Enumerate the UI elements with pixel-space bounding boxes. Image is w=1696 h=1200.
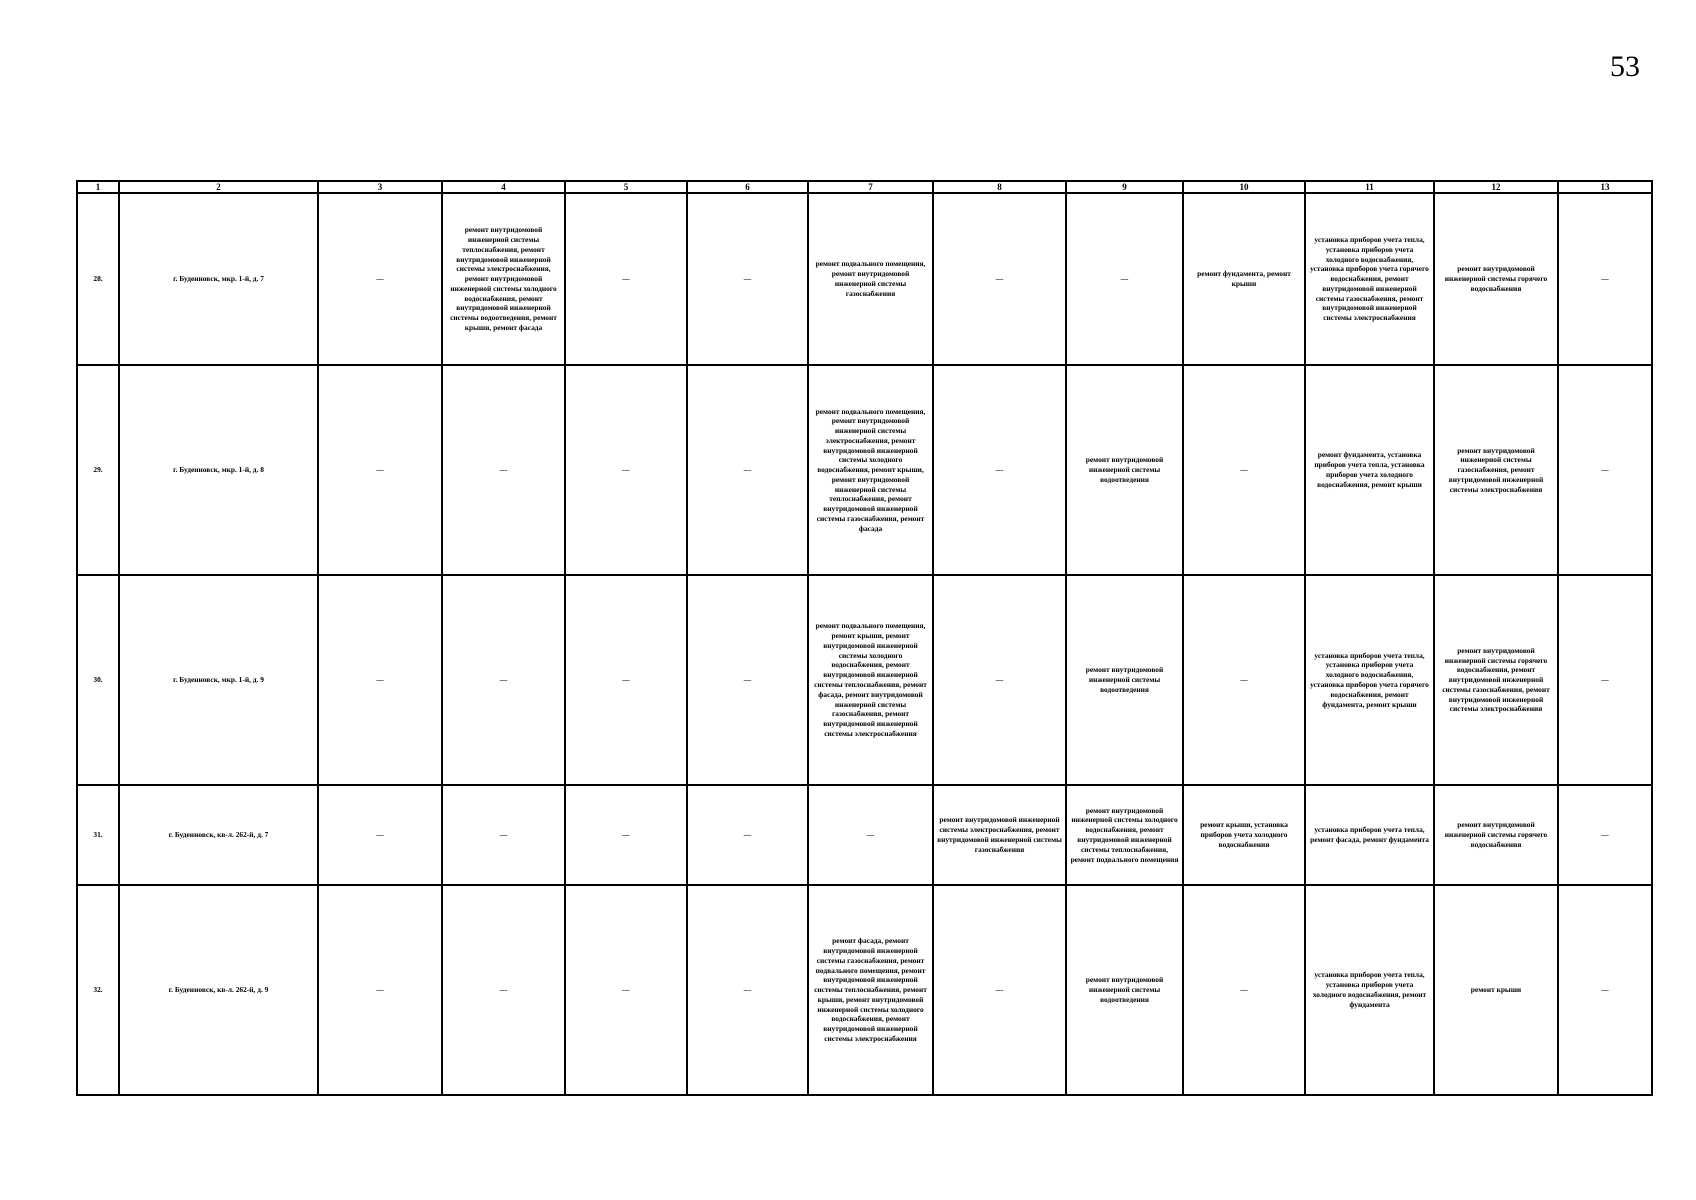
table-cell: —: [1558, 575, 1652, 785]
col-header-4: 4: [442, 181, 565, 193]
table-cell: ремонт крыши, установка приборов учета холодного водоснабжения: [1183, 785, 1305, 885]
address-cell: г. Буденновск, кв-л. 262-й, д. 7: [119, 785, 318, 885]
table-cell: —: [933, 365, 1066, 575]
column-number-row: [77, 181, 1652, 193]
table-cell: —: [687, 575, 808, 785]
table-cell: ремонт внутридомовой инженерной системы горячего водоснабжения: [1434, 193, 1558, 365]
table-row: [77, 885, 1652, 1095]
row-number: 31.: [77, 785, 119, 885]
table-cell: ремонт внутридомовой инженерной системы горячего водоснабжения: [1434, 785, 1558, 885]
table-row: [77, 193, 1652, 365]
col-header-10: 10: [1183, 181, 1305, 193]
table-cell: ремонт внутридомовой инженерной системы газоснабжения, ремонт внутридомовой инженерной системы электроснабжения: [1434, 365, 1558, 575]
table-cell: —: [565, 785, 687, 885]
row-number: 30.: [77, 575, 119, 785]
table-cell: ремонт подвального помещения, ремонт внутридомовой инженерной системы электроснабжения, ремонт внутридомовой инженерной системы холодного водоснабжения, ремонт крыши, ремонт внутридомовой инженерной системы теплоснабжения, ремонт внутридомовой инженерной системы газоснабжения, ремонт фасада: [808, 365, 933, 575]
col-header-1: 1: [77, 181, 119, 193]
table-cell: установка приборов учета тепла, установка приборов учета холодного водоснабжения, установка приборов учета горячего водоснабжения, ремонт внутридомовой инженерной системы газоснабжения, ремонт внутридомовой инженерной системы электроснабжения: [1305, 193, 1434, 365]
table-cell: установка приборов учета тепла, установка приборов учета холодного водоснабжения, установка приборов учета горячего водоснабжения, ремонт фундамента, ремонт крыши: [1305, 575, 1434, 785]
col-header-6: 6: [687, 181, 808, 193]
table-cell: —: [565, 575, 687, 785]
table-cell: ремонт внутридомовой инженерной системы теплоснабжения, ремонт внутридомовой инженерной системы электроснабжения, ремонт внутридомовой инженерной системы холодного водоснабжения, ремонт внутридомовой инженерной системы водоотведения, ремонт крыши, ремонт фасада: [442, 193, 565, 365]
table-cell: —: [1558, 193, 1652, 365]
table-cell: —: [1183, 365, 1305, 575]
table-cell: ремонт внутридомовой инженерной системы водоотведения: [1066, 575, 1183, 785]
table-cell: —: [565, 365, 687, 575]
table-cell: —: [808, 785, 933, 885]
address-cell: г. Буденновск, кв-л. 262-й, д. 9: [119, 885, 318, 1095]
table-cell: установка приборов учета тепла, ремонт фасада, ремонт фундамента: [1305, 785, 1434, 885]
table-cell: —: [318, 885, 442, 1095]
table-cell: —: [318, 785, 442, 885]
row-number: 32.: [77, 885, 119, 1095]
table-cell: —: [933, 575, 1066, 785]
table-cell: ремонт фасада, ремонт внутридомовой инженерной системы газоснабжения, ремонт подвального помещения, ремонт внутридомовой инженерной системы теплоснабжения, ремонт крыши, ремонт внутридомовой инженерной системы холодного водоснабжения, ремонт внутридомовой инженерной системы электроснабжения: [808, 885, 933, 1095]
table-cell: ремонт внутридомовой инженерной системы холодного водоснабжения, ремонт внутридомовой инженерной системы теплоснабжения, ремонт подвального помещения: [1066, 785, 1183, 885]
address-cell: г. Буденновск, мкр. 1-й, д. 7: [119, 193, 318, 365]
table-cell: —: [687, 785, 808, 885]
table-cell: —: [1183, 575, 1305, 785]
col-header-12: 12: [1434, 181, 1558, 193]
col-header-11: 11: [1305, 181, 1434, 193]
table-cell: —: [1558, 785, 1652, 885]
table-cell: ремонт внутридомовой инженерной системы водоотведения: [1066, 885, 1183, 1095]
table-cell: —: [318, 193, 442, 365]
table-cell: —: [318, 575, 442, 785]
table-cell: —: [318, 365, 442, 575]
table-row: [77, 785, 1652, 885]
repair-schedule-table: [76, 180, 1653, 1096]
address-cell: г. Буденновск, мкр. 1-й, д. 9: [119, 575, 318, 785]
table-cell: —: [565, 193, 687, 365]
table-cell: —: [442, 575, 565, 785]
table-cell: ремонт внутридомовой инженерной системы горячего водоснабжения, ремонт внутридомовой инженерной системы газоснабжения, ремонт внутридомовой инженерной системы электроснабжения: [1434, 575, 1558, 785]
col-header-7: 7: [808, 181, 933, 193]
table-cell: —: [687, 885, 808, 1095]
col-header-3: 3: [318, 181, 442, 193]
col-header-2: 2: [119, 181, 318, 193]
table-cell: —: [687, 193, 808, 365]
table-cell: ремонт крыши: [1434, 885, 1558, 1095]
table-cell: —: [1558, 365, 1652, 575]
table-cell: установка приборов учета тепла, установка приборов учета холодного водоснабжения, ремонт фундамента: [1305, 885, 1434, 1095]
row-number: 28.: [77, 193, 119, 365]
table-row: [77, 365, 1652, 575]
address-cell: г. Буденновск, мкр. 1-й, д. 8: [119, 365, 318, 575]
table-cell: —: [442, 885, 565, 1095]
row-number: 29.: [77, 365, 119, 575]
table-cell: —: [442, 785, 565, 885]
table-cell: —: [565, 885, 687, 1095]
table-cell: —: [1066, 193, 1183, 365]
col-header-8: 8: [933, 181, 1066, 193]
table-cell: —: [1558, 885, 1652, 1095]
col-header-13: 13: [1558, 181, 1652, 193]
table-row: [77, 575, 1652, 785]
table-cell: ремонт фундамента, установка приборов учета тепла, установка приборов учета холодного водоснабжения, ремонт крыши: [1305, 365, 1434, 575]
table-cell: ремонт внутридомовой инженерной системы водоотведения: [1066, 365, 1183, 575]
table-cell: ремонт фундамента, ремонт крыши: [1183, 193, 1305, 365]
table-cell: —: [933, 885, 1066, 1095]
table-cell: —: [687, 365, 808, 575]
page-number: 53: [1610, 50, 1640, 83]
table-cell: —: [442, 365, 565, 575]
col-header-5: 5: [565, 181, 687, 193]
table-cell: —: [1183, 885, 1305, 1095]
table-cell: ремонт подвального помещения, ремонт крыши, ремонт внутридомовой инженерной системы холодного водоснабжения, ремонт внутридомовой инженерной системы теплоснабжения, ремонт фасада, ремонт внутридомовой инженерной системы газоснабжения, ремонт внутридомовой инженерной системы электроснабжения: [808, 575, 933, 785]
table-cell: ремонт внутридомовой инженерной системы электроснабжения, ремонт внутридомовой инженерной системы газоснабжения: [933, 785, 1066, 885]
table-cell: ремонт подвального помещения, ремонт внутридомовой инженерной системы газоснабжения: [808, 193, 933, 365]
table-cell: —: [933, 193, 1066, 365]
col-header-9: 9: [1066, 181, 1183, 193]
